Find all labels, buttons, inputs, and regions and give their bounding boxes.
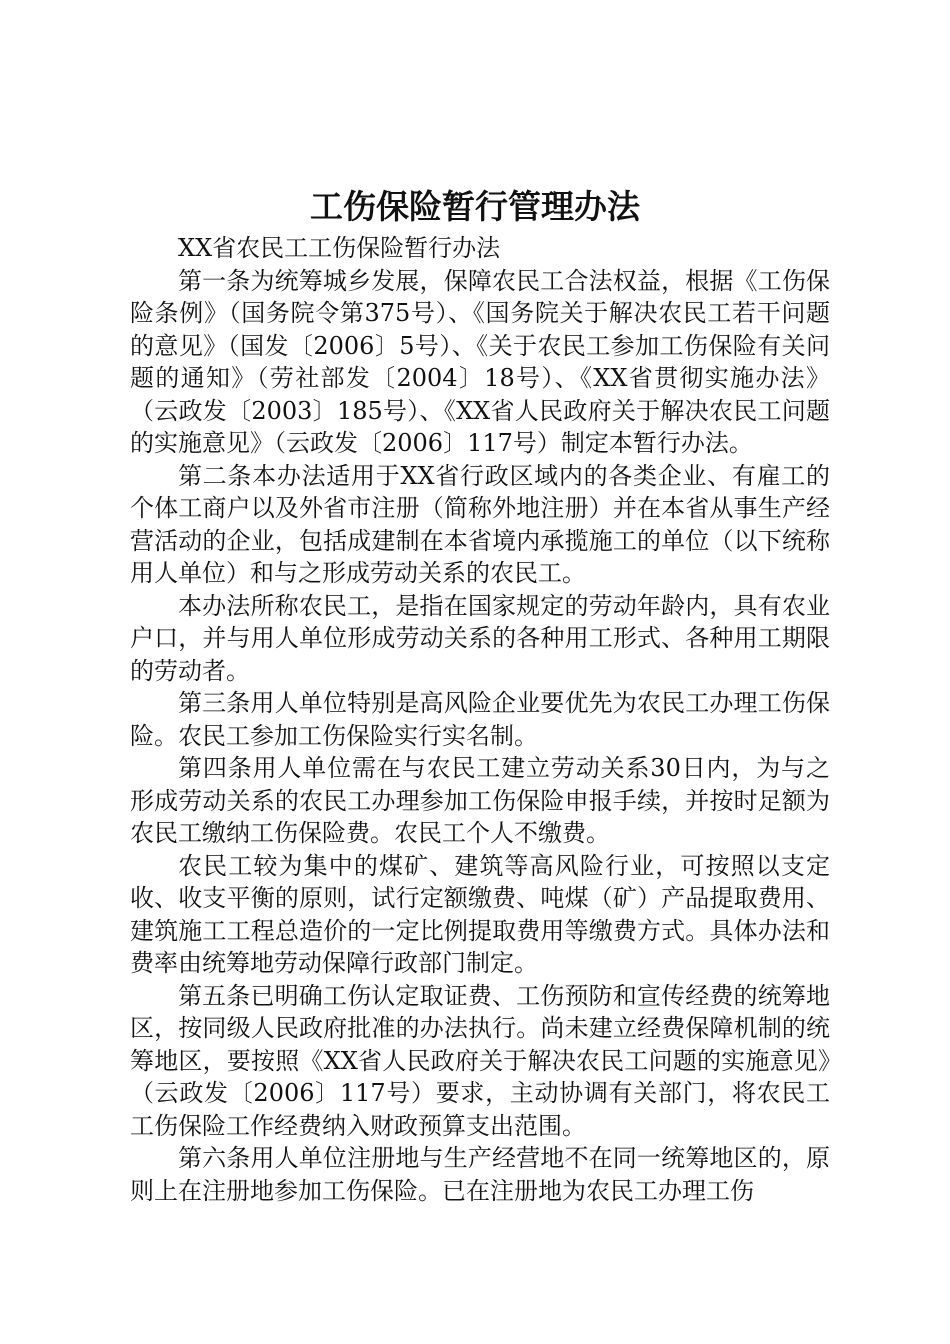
document-subtitle: XX省农民工工伤保险暂行办法 <box>178 234 501 262</box>
article-6-paragraph: 第六条用人单位注册地与生产经营地不在同一统筹地区的，原则上在注册地参加工伤保险。已在注册地为农民工办理工伤 <box>130 1144 830 1205</box>
document-body <box>130 232 830 1207</box>
article-2-paragraph: 第二条本办法适用于XX省行政区域内的各类企业、有雇工的个体工商户以及外省市注册（简称外地注册）并在本省从事生产经营活动的企业，包括成建制在本省境内承揽施工的单位（以下统称用人单位）和与之形成劳动关系的农民工。 <box>130 461 830 587</box>
document-title: 工伤保险暂行管理办法 <box>310 187 640 226</box>
article-5-paragraph: 第五条已明确工伤认定取证费、工伤预防和宣传经费的统筹地区，按同级人民政府批准的办法执行。尚未建立经费保障机制的统筹地区，要按照《XX省人民政府关于解决农民工问题的实施意见》（云政发〔2006〕117号）要求，主动协调有关部门，将农民工工伤保险工作经费纳入财政预算支出范围。 <box>130 981 830 1140</box>
high-risk-industry-paragraph: 农民工较为集中的煤矿、建筑等高风险行业，可按照以支定收、收支平衡的原则，试行定额缴费、吨煤（矿）产品提取费用、建筑施工工程总造价的一定比例提取费用等缴费方式。具体办法和费率由统筹地劳动保障行政部门制定。 <box>130 851 830 977</box>
article-3-paragraph: 第三条用人单位特别是高风险企业要优先为农民工办理工伤保险。农民工参加工伤保险实行实名制。 <box>130 689 830 750</box>
article-1-paragraph: 第一条为统筹城乡发展，保障农民工合法权益，根据《工伤保险条例》（国务院令第375号）、《国务院关于解决农民工若干问题的意见》（国发〔2006〕5号）、《关于农民工参加工伤保险有关问题的通知》（劳社部发〔2004〕18号）、《XX省贯彻实施办法》（云政发〔2003〕185号）、《XX省人民政府关于解决农民工问题的实施意见》（云政发〔2006〕117号）制定本暂行办法。 <box>130 266 830 457</box>
migrant-worker-definition-paragraph: 本办法所称农民工，是指在国家规定的劳动年龄内，具有农业户口，并与用人单位形成劳动关系的各种用工形式、各种用工期限的劳动者。 <box>130 591 830 685</box>
article-4-paragraph: 第四条用人单位需在与农民工建立劳动关系30日内，为与之形成劳动关系的农民工办理参加工伤保险申报手续，并按时足额为农民工缴纳工伤保险费。农民工个人不缴费。 <box>130 754 830 847</box>
